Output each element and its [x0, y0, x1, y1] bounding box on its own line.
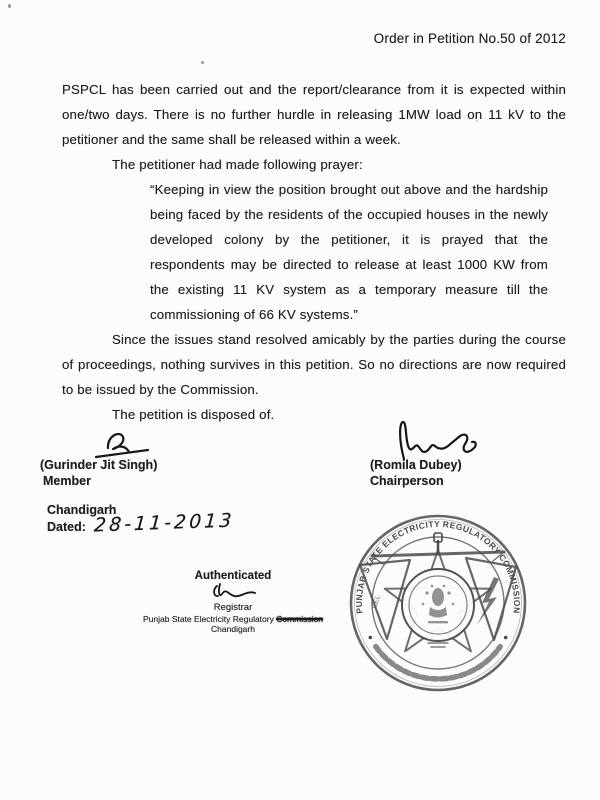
seal-ring-text: PUNJAB STATE ELECTRICITY REGULATORY COMMISSION	[353, 518, 523, 615]
authenticated-label: Authenticated	[194, 570, 272, 582]
member-signatory-block	[40, 457, 157, 489]
place-date-block	[47, 502, 234, 536]
organization-struck-word: Commission	[276, 613, 323, 624]
authentication-organization: Punjab State Electricity Regulatory Commission	[142, 613, 323, 624]
authentication-block	[127, 569, 339, 634]
paragraph-prayer-intro: The petitioner had made following prayer:	[112, 157, 363, 172]
dated-label: Dated:	[47, 520, 86, 534]
member-designation: Member	[43, 474, 91, 488]
prayer-quote: “Keeping in view the position brought out above and the hardship being faced by the residents of the occupied houses in the newly developed colony by the petitioner, it is prayed that the respondents may be directed to release at least 1000 KW from the existing 11 KV system as a temporary measure till the commissioning of 66 KV systems.”	[150, 182, 548, 322]
registrar-signature	[205, 582, 261, 604]
member-name: (Gurinder Jit Singh)	[40, 458, 158, 472]
paragraph-disposal: The petition is disposed of.	[112, 407, 275, 422]
authentication-location: Chandigarh	[211, 623, 255, 634]
scan-speck	[8, 4, 11, 8]
seal-separator-dot	[369, 636, 373, 640]
place-name: Chandigarh	[47, 503, 117, 517]
chairperson-name: (Romila Dubey)	[370, 458, 462, 472]
seal-left-pan-text: CEL	[371, 594, 383, 610]
seal-separator-dot	[504, 636, 508, 640]
paragraph-continuation: PSPCL has been carried out and the report/clearance from it is expected within one/two days. There is no further hurdle in releasing 1MW load on 11 kV to the petitioner and the same shall be released within a week.	[62, 82, 566, 147]
scan-speck	[201, 61, 204, 64]
chairperson-designation: Chairperson	[370, 474, 444, 488]
order-body	[62, 77, 566, 427]
order-header: Order in Petition No.50 of 2012	[373, 31, 566, 46]
handwritten-date: 28-11-2013	[93, 509, 236, 537]
chairperson-signatory-block	[370, 457, 462, 489]
registrar-designation: Registrar	[213, 602, 253, 614]
paragraph-resolution: Since the issues stand resolved amicably by the parties during the course of proceedings, nothing survives in this petition. So no directions are now required to be issued by the Commission.	[62, 332, 566, 397]
commission-seal-stamp	[348, 509, 528, 696]
